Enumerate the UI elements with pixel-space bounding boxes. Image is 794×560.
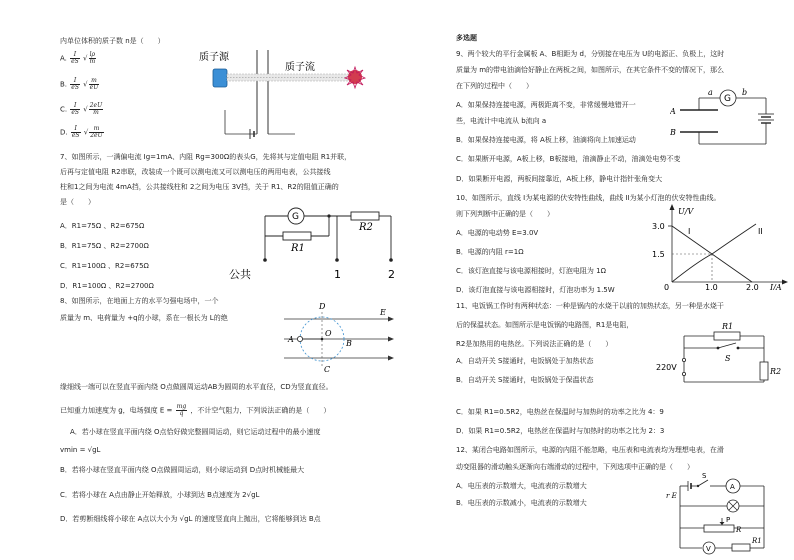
svg-text:R1: R1 bbox=[752, 537, 762, 545]
svg-text:B: B bbox=[670, 128, 676, 137]
q10-option-a[interactable]: A．电源的电动势 E=3.0V bbox=[456, 229, 539, 237]
svg-text:R1: R1 bbox=[722, 322, 734, 331]
section-title: 多选题 bbox=[456, 34, 477, 42]
q12-option-b[interactable]: B．电压表的示数减小，电流表的示数增大 bbox=[456, 499, 587, 507]
resistor-r1-icon bbox=[283, 232, 311, 240]
q7-option-d[interactable]: D．R1=100Ω 、R2=2700Ω bbox=[60, 282, 154, 290]
svg-text:1.5: 1.5 bbox=[652, 250, 665, 259]
q6-option-c[interactable]: C. $\frac{I}{eS}$ √ $\frac{2eU}{m}$ bbox=[60, 102, 103, 116]
svg-text:a: a bbox=[708, 88, 713, 97]
resistor-r2-icon bbox=[351, 212, 379, 220]
svg-text:A: A bbox=[288, 335, 294, 344]
svg-text:R2: R2 bbox=[359, 222, 373, 233]
q9-stem-line-3: 在下列的过程中（ ） bbox=[456, 82, 533, 90]
resistor-r1-icon bbox=[714, 332, 740, 340]
svg-text:r E: r E bbox=[666, 492, 677, 500]
svg-text:3.0: 3.0 bbox=[652, 222, 665, 231]
q7-terminal-2: 2 bbox=[388, 268, 395, 281]
q7-stem-line-1: 7、如图所示，一满偏电流 Ig=1mA、内阻 Rg=300Ω的表头G，先将其与定值电阻 R1并联， bbox=[60, 153, 352, 161]
q9-option-b[interactable]: B．如果保持连接电源，将 A板上移，油滴将向上加速运动 bbox=[456, 136, 636, 144]
q9-option-a-line-2: 些，电流计中电流从 b流向 a bbox=[456, 117, 547, 125]
q11-option-c[interactable]: C．如果 R1=0.5R2，电热丝在保温时与加热时的功率之比为 4：9 bbox=[456, 408, 664, 416]
q7-terminal-common: 公共 bbox=[229, 268, 251, 281]
q9-option-d[interactable]: D．如果断开电源，两板间接靠近，A板上移，静电计指针张角变大 bbox=[456, 175, 663, 183]
q12-stem-line-1: 12、某闭合电路如图所示，电源的内阻不能忽略，电压表和电流表均为理想电表，在滑 bbox=[456, 446, 724, 454]
q11-option-b[interactable]: B．自动开关 S接通时，电饭锅处于保温状态 bbox=[456, 376, 594, 384]
q7-option-b[interactable]: B．R1=75Ω 、R2=2700Ω bbox=[60, 242, 149, 250]
q7-terminal-1: 1 bbox=[334, 268, 341, 281]
q10-option-b[interactable]: B．电源的内阻 r=1Ω bbox=[456, 248, 524, 256]
q6-option-b[interactable]: B. $\frac{I}{eS}$ √ $\frac{m}{eU}$ bbox=[60, 77, 99, 91]
q7-stem-line-4: 是（ ） bbox=[60, 198, 95, 206]
svg-text:G: G bbox=[724, 94, 731, 104]
q11-option-d[interactable]: D．如果 R1=0.5R2，电热丝在保温时与加热时的功率之比为 2：3 bbox=[456, 427, 665, 435]
q8-option-c[interactable]: C．若将小球在 A点由静止开始释放，小球到达 B点速度为 2√gL bbox=[60, 491, 260, 499]
q11-stem-line-2: 后的保温状态。如图所示是电饭锅的电路图，R1是电阻， bbox=[456, 321, 634, 329]
q9-stem-line-1: 9、两个较大的平行金属板 A、B相距为 d，分别接在电压为 U的电源正、负极上，这时 bbox=[456, 50, 725, 58]
svg-text:O: O bbox=[325, 329, 332, 338]
q6-option-d[interactable]: D. $\frac{I}{eS}$ √ $\frac{m}{2eU}$ bbox=[60, 125, 103, 139]
q6-proton-figure bbox=[195, 40, 375, 142]
q11-stem-line-1: 11、电饭锅工作时有两种状态：一种是锅内的水烧干以前的加热状态，另一种是水烧干 bbox=[456, 302, 724, 310]
q11-option-a[interactable]: A．自动开关 S接通时，电饭锅处于加热状态 bbox=[456, 357, 594, 365]
svg-text:G: G bbox=[292, 212, 299, 222]
q6-stem-end: 内单位体积的质子数 n是（ ） bbox=[60, 37, 165, 45]
q8-option-b[interactable]: B．若将小球在竖直平面内绕 O点做圆周运动，则小球运动到 D点时机械能最大 bbox=[60, 466, 305, 474]
svg-text:V: V bbox=[706, 545, 711, 553]
svg-text:I: I bbox=[688, 227, 691, 236]
q8-option-a-line-1[interactable]: A．若小球在竖直平面内绕 O点恰好做完整圆周运动，则它运动过程中的最小速度 bbox=[70, 428, 321, 436]
q7-option-c[interactable]: C．R1=100Ω 、R2=675Ω bbox=[60, 262, 149, 270]
switch-s-icon bbox=[718, 343, 736, 348]
svg-text:E: E bbox=[380, 308, 386, 317]
svg-text:C: C bbox=[324, 365, 331, 374]
q9-capacitor-figure bbox=[670, 86, 782, 150]
svg-text:S: S bbox=[725, 354, 731, 363]
q6-option-a[interactable]: A. $\frac{I}{eS}$ √ $\frac{l\rho}{m}$ bbox=[60, 51, 96, 65]
q7-option-a[interactable]: A．R1=75Ω 、R2=675Ω bbox=[60, 222, 145, 230]
q12-stem-line-2: 动变阻器的滑动触头逐渐向右端滑动的过程中，下列选项中正确的是（ ） bbox=[456, 463, 694, 471]
svg-text:2.0: 2.0 bbox=[746, 283, 759, 290]
q11-stem-line-3: R2是加热用的电热丝。下列说法正确的是（ ） bbox=[456, 340, 613, 348]
q6-label-beam: 质子流 bbox=[285, 62, 315, 73]
svg-text:A: A bbox=[730, 483, 735, 491]
svg-text:R2: R2 bbox=[770, 367, 782, 376]
q8-field-figure bbox=[280, 296, 398, 374]
svg-text:R1: R1 bbox=[291, 243, 305, 254]
q8-stem-line-2: 质量为 m、电荷量为 +q的小球，系在一根长为 L的绝 bbox=[60, 314, 228, 322]
svg-text:220V: 220V bbox=[656, 363, 677, 372]
q8-stem-line-1: 8、如图所示，在地面上方的水平匀强电场中，一个 bbox=[60, 297, 219, 305]
switch-s-icon bbox=[698, 480, 708, 486]
q8-option-a-line-2: vmin = √gL bbox=[60, 446, 101, 454]
q12-circuit-figure bbox=[664, 472, 774, 556]
svg-text:P: P bbox=[726, 516, 731, 524]
q7-stem-line-2: 后再与定值电阻 R2串联，改装成一个既可以测电流又可以测电压的两用电表，公共接线 bbox=[60, 168, 331, 176]
q7-circuit-figure bbox=[225, 198, 415, 288]
q6-label-source: 质子源 bbox=[199, 52, 229, 63]
svg-text:II: II bbox=[758, 227, 763, 236]
proton-source-cylinder bbox=[213, 69, 227, 87]
q9-stem-line-2: 质量为 m的带电油滴恰好静止在两板之间，如图所示，在其它条件不变的情况下，那么 bbox=[456, 66, 725, 74]
svg-text:S: S bbox=[702, 472, 707, 480]
q10-stem-line-2: 则下列判断中正确的是（ ） bbox=[456, 210, 554, 218]
q10-option-d[interactable]: D．该灯泡直接与该电源相接时，灯泡功率为 1.5W bbox=[456, 286, 615, 294]
right-column bbox=[420, 0, 794, 560]
q10-option-c[interactable]: C．该灯泡直接与该电源相接时，灯泡电阻为 1Ω bbox=[456, 267, 606, 275]
resistor-r2-icon bbox=[760, 362, 768, 380]
q10-iv-chart bbox=[652, 204, 792, 290]
resistor-r1-icon bbox=[732, 544, 750, 551]
q12-option-a[interactable]: A．电压表的示数增大，电流表的示数增大 bbox=[456, 482, 587, 490]
svg-text:D: D bbox=[319, 302, 326, 311]
svg-text:A: A bbox=[670, 107, 676, 116]
q9-option-c[interactable]: C．如果断开电源，A板上移，B板接地，油滴静止不动，油滴处电势不变 bbox=[456, 155, 681, 163]
svg-text:U/V: U/V bbox=[678, 207, 694, 216]
q8-stem-line-4: 已知重力加速度为 g，电场强度 E = $\frac{mg}{q}$ ，不计空气阻力，下列说法正确的是（ ） bbox=[60, 403, 331, 417]
bulb-curve-ii bbox=[672, 224, 756, 282]
q9-option-a-line-1[interactable]: A．如果保持连接电源，两极距离不变，非常缓慢地错开一 bbox=[456, 101, 636, 109]
q11-cooker-circuit bbox=[652, 318, 782, 390]
q10-stem-line-1: 10、如图所示，直线 I为某电源的伏安特性曲线，曲线 II为某小灯泡的伏安特性曲线。 bbox=[456, 194, 721, 202]
svg-text:0: 0 bbox=[664, 283, 670, 290]
q8-stem-line-3: 缘细线一端可以在竖直平面内绕 O点做圆周运动AB为圆周的水平直径，CD为竖直直径。 bbox=[60, 383, 333, 391]
svg-text:B: B bbox=[346, 339, 352, 348]
svg-text:1.0: 1.0 bbox=[705, 283, 718, 290]
svg-text:I/A: I/A bbox=[770, 283, 782, 290]
svg-text:b: b bbox=[742, 88, 748, 97]
svg-text:R: R bbox=[736, 526, 742, 534]
q7-stem-line-3: 柱和1之间为电流 4mA挡，公共接线柱和 2之间为电压 3V挡，关于 R1、R2的阻值正确的 bbox=[60, 183, 339, 191]
rheostat-icon bbox=[704, 525, 734, 532]
q8-option-d[interactable]: D．若剪断细线将小球在 A点以大小为 √gL 的速度竖直向上抛出，它将能够到达 B点 bbox=[60, 515, 321, 523]
